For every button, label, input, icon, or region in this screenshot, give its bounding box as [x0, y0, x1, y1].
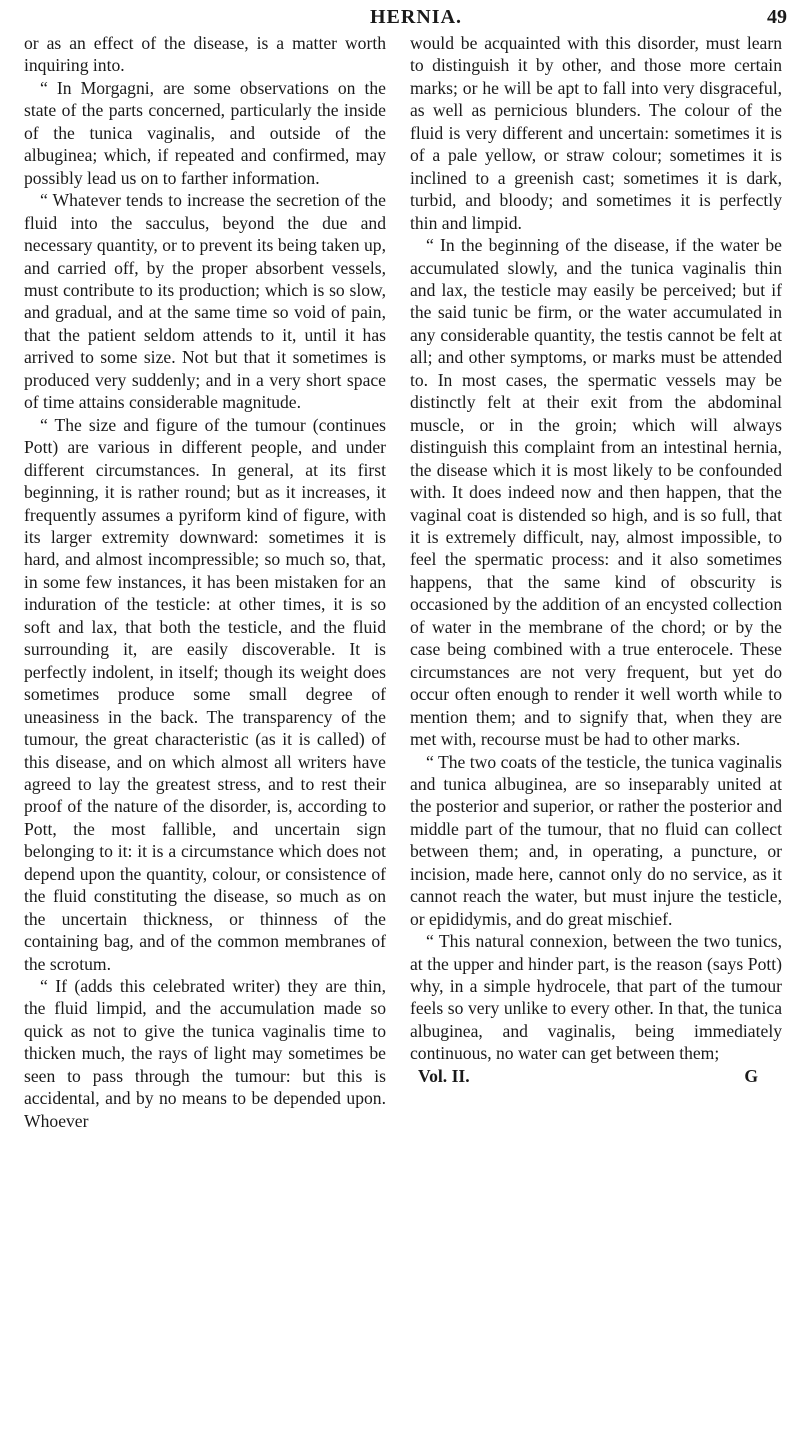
paragraph: “ The size and figure of the tumour (continues Pott) are various in different people, and under different circumstances. In general, at its first beginning, it is rather round; but as it increases, it frequently assumes a pyriform kind of figure, with its larger extremity downward: sometimes it is hard, and almost incompressible; so much so, that, in some few instances, it has been mistaken for an induration of the testicle: at other times, it is so soft and lax, that both the testicle, and the fluid surrounding it, are easily discoverable. It is perfectly indolent, in itself; though its weight does sometimes produce some small degree of uneasiness in the back. The transparency of the tumour, the great characteristic (as it is called) of this disease, and on which almost all writers have agreed to lay the greatest stress, and to rest their proof of the nature of the disorder, is, according to Pott, the most fallible, and uncertain sign belonging to it: it is a circumstance which does not depend upon the quantity, colour, or consistence of the fluid constituting the disease, so much as on the uncertain thickness, or thinness of the containing bag, and of the common membranes of the scrotum.	[24, 414, 386, 974]
volume-marker: Vol. II.	[418, 1065, 470, 1086]
paragraph: “ In the beginning of the disease, if the water be accumulated slowly, and the tunica vaginalis thin and lax, the testicle may easily be perceived; but if the said tunic be firm, or the water accumulated in any considerable quantity, the testis cannot be felt at all; and other symptoms, or marks must be attended to. In most cases, the spermatic vessels may be distinctly felt at their exit from the abdominal muscle, or in the groin; which will always distinguish this complaint from an intestinal hernia, the disease which it is most likely to be confounded with. It does indeed now and then happen, that the vaginal coat is distended so high, and is so full, that it is extremely difficult, nay, almost impossible, to feel the spermatic process: and it also sometimes happens, that the same kind of obscurity is occasioned by the addition of an encysted collection of water in the membrane of the chord; or by the case being combined with a true enterocele. These circumstances are not very frequent, but yet do occur often enough to render it well worth while to mention them; and to signify that, when they are met with, recourse must be had to other marks.	[410, 235, 782, 750]
signature-mark: G	[744, 1065, 758, 1086]
paragraph: or as an effect of the disease, is a matter worth inquiring into.	[24, 33, 386, 76]
paragraph: would be acquainted with this disorder, must learn to distinguish it by other, and those more certain marks; or he will be apt to fall into very disgraceful, as well as pernicious blunders. The colour of the fluid is very different and uncertain: sometimes it is of a pale yellow, or straw colour; sometimes it is inclined to a greenish cast; sometimes it is dark, turbid, and bloody; and sometimes it is perfectly thin and limpid.	[410, 33, 782, 233]
page-number: 49	[767, 6, 787, 28]
page-header	[0, 4, 801, 34]
running-head: HERNIA.	[370, 6, 463, 28]
paragraph: “ Whatever tends to increase the secretion of the fluid into the sacculus, beyond the due and necessary quantity, or to prevent its being taken up, and carried off, by the proper absorbent vessels, must contribute to its production; which is so slow, and gradual, and at the same time so void of pain, that the patient seldom attends to it, until it has arrived to some size. Not but that it sometimes is produced very suddenly; and in a very short space of time attains considerable magnitude.	[24, 190, 386, 413]
paragraph: “ In Morgagni, are some observations on the state of the parts concerned, particularly the inside of the tunica vaginalis, and outside of the albuginea; which, if repeated and confirmed, may possibly lead us on to farther information.	[24, 77, 386, 188]
right-column	[410, 32, 782, 1087]
paragraph: “ This natural connexion, between the two tunics, at the upper and hinder part, is the reason (says Pott) why, in a simple hydrocele, that part of the tumour feels so very unlike to every other. In that, the tunica albuginea, and vaginalis, being immediately continuous, no water can get between them;	[410, 931, 782, 1064]
left-column	[24, 32, 386, 1132]
paragraph: “ The two coats of the testicle, the tunica vaginalis and tunica albuginea, are so inseparably united at the posterior and superior, or rather the posterior and middle part of the tumour, that no fluid can collect between them; and, in operating, a puncture, or incision, made here, cannot only do no service, as it cannot reach the water, but must injure the testicle, or epididymis, and do great mischief.	[410, 751, 782, 929]
paragraph: “ If (adds this celebrated writer) they are thin, the fluid limpid, and the accumulation made so quick as not to give the tunica vaginalis time to thicken much, the rays of light may sometimes be seen to pass through the tumour: but this is accidental, and by no means to be depended upon. Whoever	[24, 976, 386, 1131]
page-footer	[410, 1065, 782, 1087]
